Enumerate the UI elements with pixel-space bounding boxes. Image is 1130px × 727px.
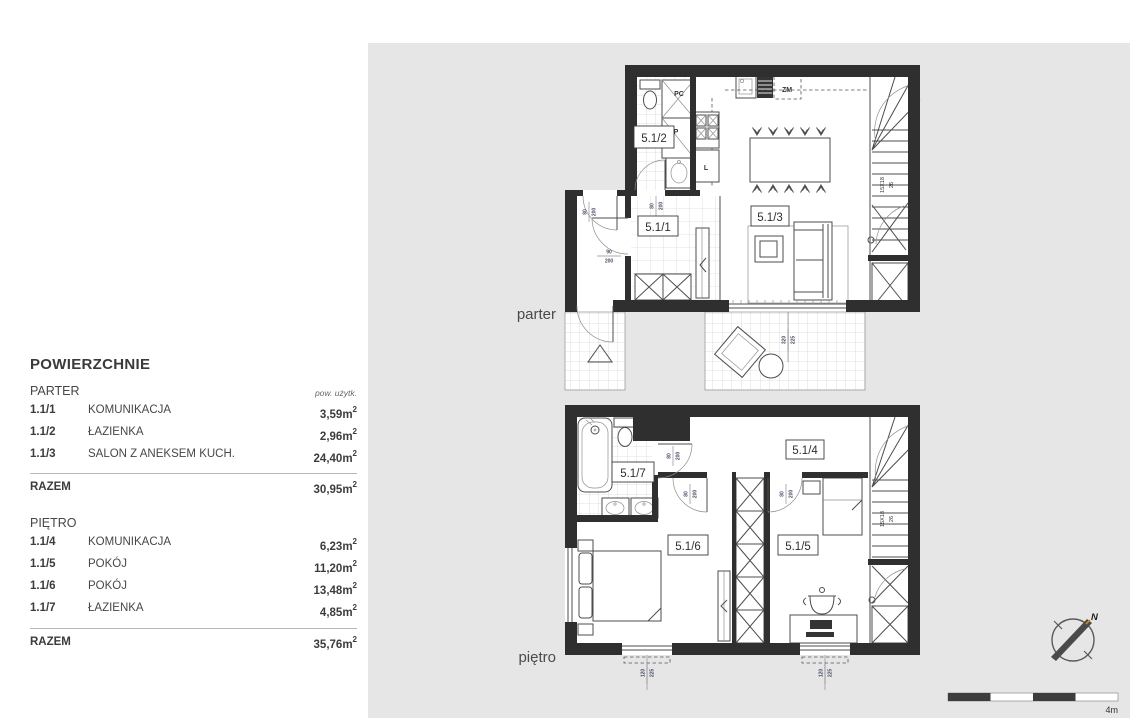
column-header-usable-area: pow. użytk. — [314, 388, 357, 398]
room-label-5-1-2 — [634, 126, 674, 148]
svg-text:200: 200 — [658, 201, 665, 211]
tv-stand — [755, 236, 783, 262]
svg-text:80: 80 — [582, 209, 589, 215]
shower-label: PC — [674, 91, 684, 98]
room-area: $6,23m^2$ — [319, 537, 357, 554]
room-code: 1.1/4 — [30, 536, 56, 549]
total-row-pietro — [30, 629, 357, 657]
area-legend — [30, 356, 357, 656]
svg-text:5.1/1: 5.1/1 — [645, 222, 671, 234]
total-area: $35,76m^2$ — [313, 634, 357, 651]
svg-text:80: 80 — [779, 491, 786, 497]
room-code: 1.1/3 — [30, 447, 56, 460]
kitchen-sink — [736, 75, 756, 98]
washbasin-parter — [666, 158, 692, 188]
terrace-table — [759, 354, 783, 378]
room-label-5-1-7 — [612, 462, 654, 482]
stove — [694, 112, 719, 148]
room-name: POKÓJ — [88, 579, 127, 592]
stairs-steps-label: 15X18 — [880, 177, 886, 193]
room-label-5-1-5 — [778, 535, 818, 555]
room-area: $3,59m^2$ — [319, 405, 357, 421]
svg-text:200: 200 — [604, 258, 614, 265]
legend-title: POWIERZCHNIE — [30, 356, 151, 373]
svg-text:200: 200 — [692, 489, 699, 499]
svg-text:120: 120 — [818, 668, 825, 678]
total-row-parter — [30, 474, 357, 502]
svg-text:225: 225 — [790, 335, 797, 345]
room-area: $4,85m^2$ — [319, 602, 357, 619]
svg-text:200: 200 — [591, 207, 598, 217]
room-code: 1.1/6 — [30, 579, 56, 592]
svg-text:225: 225 — [827, 668, 834, 678]
fridge — [694, 150, 719, 182]
svg-text:90: 90 — [606, 249, 612, 256]
table-row — [30, 424, 357, 446]
section-name: PIĘTRO — [30, 516, 77, 531]
dishwasher-label: ZM — [781, 87, 793, 94]
svg-text:5.1/6: 5.1/6 — [675, 541, 701, 553]
room-name: ŁAZIENKA — [88, 601, 144, 614]
room-code: 1.1/2 — [30, 425, 56, 438]
section-name: PARTER — [30, 384, 80, 398]
floor-label-parter: parter — [516, 306, 556, 323]
svg-text:5.1/7: 5.1/7 — [620, 468, 646, 480]
svg-text:5.1/2: 5.1/2 — [641, 133, 667, 145]
floor-plan-pietro — [518, 405, 920, 690]
room-area: $24,40m^2$ — [313, 448, 357, 465]
shower — [662, 80, 694, 118]
table-row — [30, 446, 357, 468]
stairs-steps-label: 15X18 — [880, 511, 886, 527]
radiator-pietro — [718, 571, 730, 641]
table-row — [30, 534, 357, 556]
wardrobe-hall — [635, 274, 691, 300]
room-name: SALON Z ANEKSEM KUCH. — [88, 447, 235, 460]
table-row — [30, 402, 357, 424]
understairs-closet — [872, 606, 908, 643]
svg-text:225: 225 — [649, 668, 656, 678]
room-name: ŁAZIENKA — [88, 425, 144, 438]
section-header-pietro — [30, 516, 357, 530]
table-row — [30, 600, 357, 622]
room-code: 1.1/7 — [30, 601, 56, 614]
total-label: RAZEM — [30, 635, 71, 648]
room-name: KOMUNIKACJA — [88, 536, 172, 549]
svg-text:5.1/4: 5.1/4 — [792, 445, 818, 457]
north-label: N — [1091, 612, 1098, 623]
svg-text:5.1/3: 5.1/3 — [757, 212, 783, 224]
svg-text:80: 80 — [649, 203, 656, 209]
svg-text:120: 120 — [640, 668, 647, 678]
room-code: 1.1/5 — [30, 558, 56, 571]
radiator-hall — [696, 228, 709, 298]
section-header-parter — [30, 384, 357, 398]
stairs-count-label: 26 — [889, 515, 895, 523]
kitchen-drainer — [757, 77, 773, 98]
scale-label: 4m — [1105, 705, 1118, 715]
svg-text:200: 200 — [675, 451, 682, 461]
total-label: RAZEM — [30, 481, 71, 494]
desk — [790, 615, 857, 643]
sofa — [794, 222, 832, 300]
room-label-5-1-3 — [751, 206, 789, 226]
room-area: $13,48m^2$ — [313, 580, 357, 597]
svg-text:5.1/5: 5.1/5 — [785, 541, 811, 553]
room-label-5-1-4 — [786, 440, 824, 459]
stairs-count-label: 26 — [889, 181, 895, 189]
table-row — [30, 556, 357, 578]
porch-tiles — [565, 312, 625, 390]
svg-text:80: 80 — [666, 453, 673, 459]
room-area: $11,20m^2$ — [314, 559, 357, 575]
room-name: KOMUNIKACJA — [88, 404, 172, 416]
bathtub — [578, 418, 612, 492]
floor-label-pietro: piętro — [518, 649, 556, 666]
table-row — [30, 578, 357, 600]
svg-text:320: 320 — [781, 335, 788, 345]
wardrobe-column — [736, 478, 764, 643]
room-area: $2,96m^2$ — [319, 426, 357, 443]
fridge-label: L — [703, 165, 709, 172]
room-name: POKÓJ — [88, 558, 127, 571]
washer-label: P — [673, 129, 679, 136]
room-label-5-1-1 — [638, 216, 678, 236]
svg-text:80: 80 — [683, 491, 690, 497]
svg-text:200: 200 — [788, 489, 795, 499]
room-label-5-1-6 — [668, 535, 708, 555]
room-code: 1.1/1 — [30, 404, 56, 416]
total-area: $30,95m^2$ — [313, 480, 357, 497]
